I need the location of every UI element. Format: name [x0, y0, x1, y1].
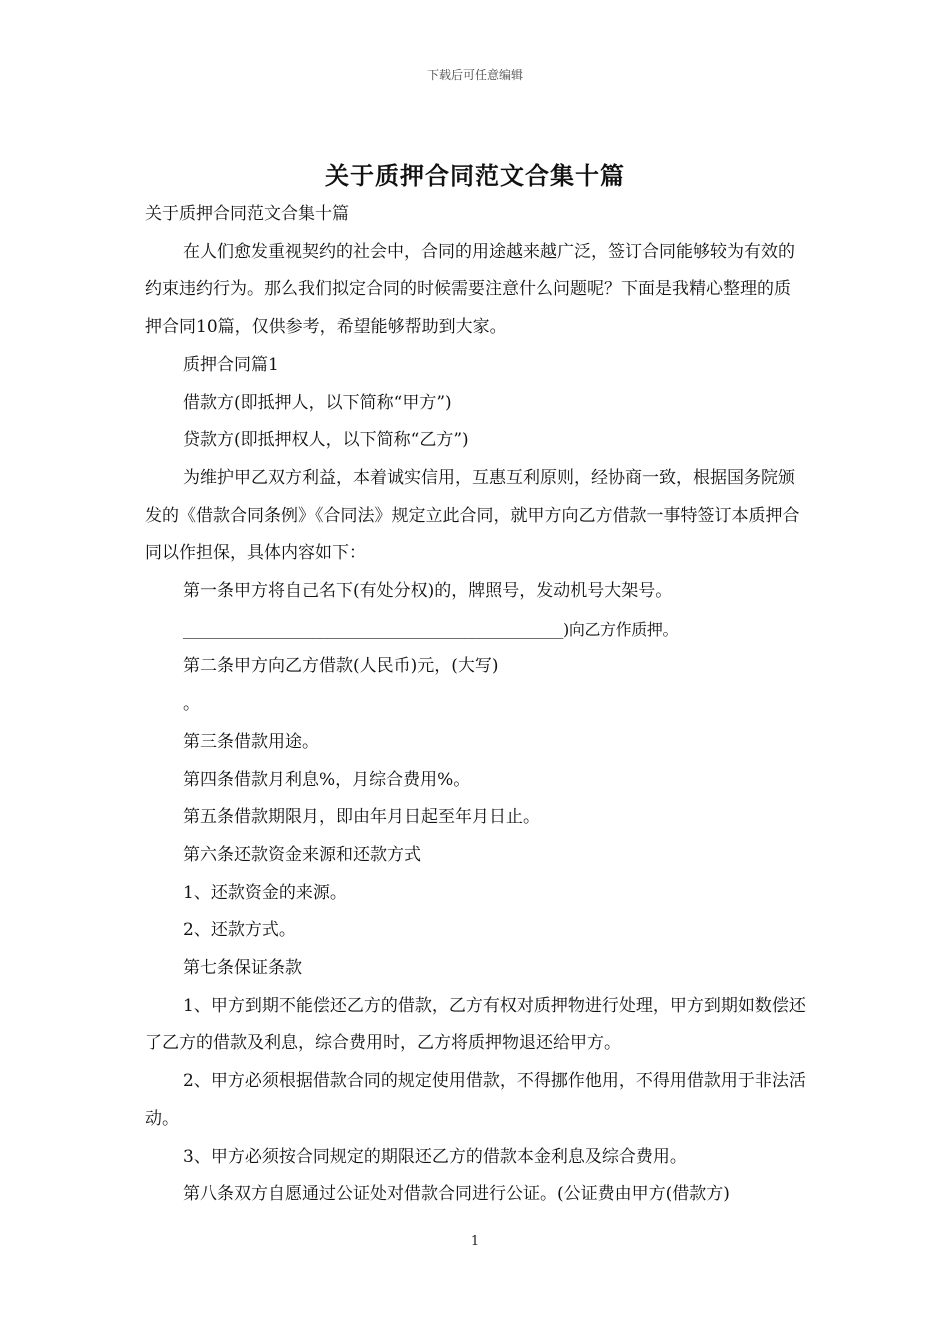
paragraph: 第四条借款月利息%，月综合费用%。 — [183, 769, 471, 790]
paragraph: 1、还款资金的来源。 — [183, 882, 347, 903]
paragraph: 第三条借款用途。 — [183, 731, 319, 752]
paragraph: 为维护甲乙双方利益，本着诚实信用，互惠互利原则，经协商一致，根据国务院颁发的《借款合同条例》《合同法》规定立此合同，就甲方向乙方借款一事特签订本质押合同以作担保，具体内容如下： — [145, 467, 800, 564]
paragraph: 。 — [183, 694, 200, 715]
paragraph: 贷款方(即抵押权人，以下简称“乙方”) — [183, 430, 469, 451]
header-note: 下载后可任意编辑 — [426, 68, 523, 82]
paragraph: __________________________________________________)向乙方作质押。 — [183, 619, 679, 639]
paragraph: 借款方(即抵押人，以下简称“甲方”) — [183, 392, 452, 413]
paragraph: 2、甲方必须根据借款合同的规定使用借款，不得挪作他用，不得用借款用于非法活动。 — [145, 1071, 806, 1129]
paragraph: 第七条保证条款 — [183, 958, 302, 979]
paragraph: 第六条还款资金来源和还款方式 — [183, 844, 421, 865]
paragraph: 关于质押合同范文合集十篇 — [145, 204, 349, 224]
document-body — [145, 196, 807, 1214]
document-title: 关于质押合同范文合集十篇 — [325, 161, 625, 190]
paragraph: 1、甲方到期不能偿还乙方的借款，乙方有权对质押物进行处理，甲方到期如数偿还了乙方的借款及利息，综合费用时，乙方将质押物退还给甲方。 — [145, 995, 806, 1054]
paragraph: 第五条借款期限月，即由年月日起至年月日止。 — [183, 807, 540, 828]
paragraph: 第一条甲方将自己名下(有处分权)的，牌照号，发动机号大架号。 — [183, 581, 673, 602]
page-number: 1 — [470, 1234, 480, 1249]
paragraph: 2、还款方式。 — [183, 920, 296, 941]
paragraph: 第二条甲方向乙方借款(人民币)元，(大写) — [183, 656, 499, 677]
paragraph: 质押合同篇1 — [183, 354, 279, 375]
paragraph: 第八条双方自愿通过公证处对借款合同进行公证。(公证费由甲方(借款方) — [183, 1184, 730, 1205]
paragraph: 3、甲方必须按合同规定的期限还乙方的借款本金利息及综合费用。 — [183, 1146, 687, 1167]
paragraph: 在人们愈发重视契约的社会中，合同的用途越来越广泛，签订合同能够较为有效的约束违约行为。那么我们拟定合同的时候需要注意什么问题呢？下面是我精心整理的质押合同10篇，仅供参考，希望能够帮助到大家。 — [145, 241, 795, 338]
